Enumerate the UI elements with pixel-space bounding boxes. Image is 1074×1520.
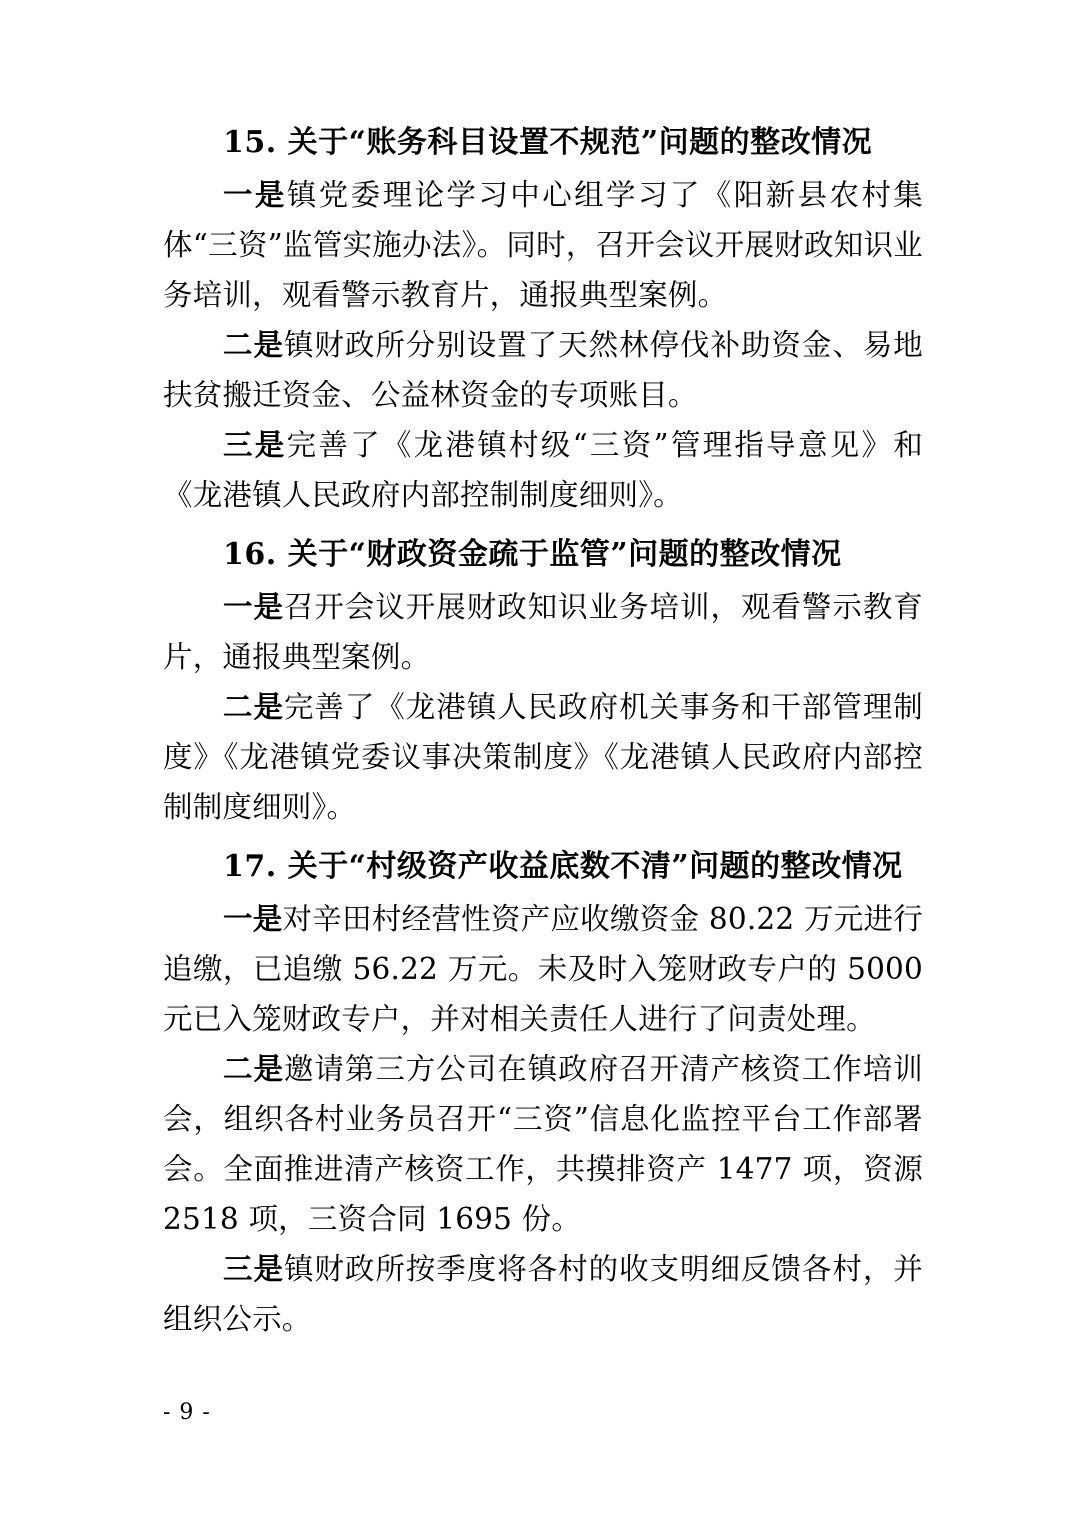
section-15-paragraph-1 bbox=[163, 170, 923, 320]
section-17-paragraph-1 bbox=[163, 894, 923, 1044]
section-17-paragraph-3 bbox=[163, 1244, 923, 1344]
section-17-heading: 17. 关于“村级资产收益底数不清”问题的整改情况 bbox=[223, 849, 903, 884]
paragraph-text: 完善了《龙港镇村级“三资”管理指导意见》和《龙港镇人民政府内部控制制度细则》。 bbox=[163, 428, 923, 512]
paragraph-text: 完善了《龙港镇人民政府机关事务和干部管理制度》《龙港镇党委议事决策制度》《龙港镇人民政府内部控制制度细则》。 bbox=[163, 690, 923, 824]
section-15-paragraph-3 bbox=[163, 420, 923, 520]
paragraph-lead: 三是 bbox=[223, 1251, 284, 1286]
paragraph-text: 镇财政所按季度将各村的收支明细反馈各村，并组织公示。 bbox=[163, 1252, 923, 1336]
paragraph-text: 邀请第三方公司在镇政府召开清产核资工作培训会，组织各村业务员召开“三资”信息化监控平台工作部署会。全面推进清产核资工作，共摸排资产 1477 项，资源 2518 项，三资合同 1695 份。 bbox=[163, 1052, 923, 1236]
paragraph-lead: 一是 bbox=[223, 177, 287, 212]
section-16-paragraph-1 bbox=[163, 582, 923, 682]
section-15-paragraph-2 bbox=[163, 320, 923, 420]
section-17-paragraph-2 bbox=[163, 1044, 923, 1244]
paragraph-lead: 三是 bbox=[223, 427, 287, 462]
page-number: - 9 - bbox=[163, 1400, 211, 1425]
paragraph-text: 镇财政所分别设置了天然林停伐补助资金、易地扶贫搬迁资金、公益林资金的专项账目。 bbox=[163, 328, 923, 412]
section-15-heading: 15. 关于“账务科目设置不规范”问题的整改情况 bbox=[223, 125, 873, 160]
section-17 bbox=[163, 842, 923, 1344]
section-16 bbox=[163, 530, 923, 832]
paragraph-lead: 一是 bbox=[223, 589, 284, 624]
section-16-paragraph-2 bbox=[163, 682, 923, 832]
document-body bbox=[163, 118, 923, 1344]
paragraph-lead: 二是 bbox=[223, 1051, 284, 1086]
paragraph-lead: 二是 bbox=[223, 327, 284, 362]
paragraph-text: 对辛田村经营性资产应收缴资金 80.22 万元进行追缴，已追缴 56.22 万元。未及时入笼财政专户的 5000 元已入笼财政专户，并对相关责任人进行了问责处理。 bbox=[163, 902, 923, 1036]
section-16-heading: 16. 关于“财政资金疏于监管”问题的整改情况 bbox=[223, 537, 842, 572]
paragraph-text: 召开会议开展财政知识业务培训，观看警示教育片，通报典型案例。 bbox=[163, 590, 923, 674]
paragraph-lead: 一是 bbox=[223, 901, 283, 936]
section-15 bbox=[163, 118, 923, 520]
paragraph-lead: 二是 bbox=[223, 689, 284, 724]
paragraph-text: 镇党委理论学习中心组学习了《阳新县农村集体“三资”监管实施办法》。同时，召开会议开展财政知识业务培训，观看警示教育片，通报典型案例。 bbox=[163, 178, 923, 312]
